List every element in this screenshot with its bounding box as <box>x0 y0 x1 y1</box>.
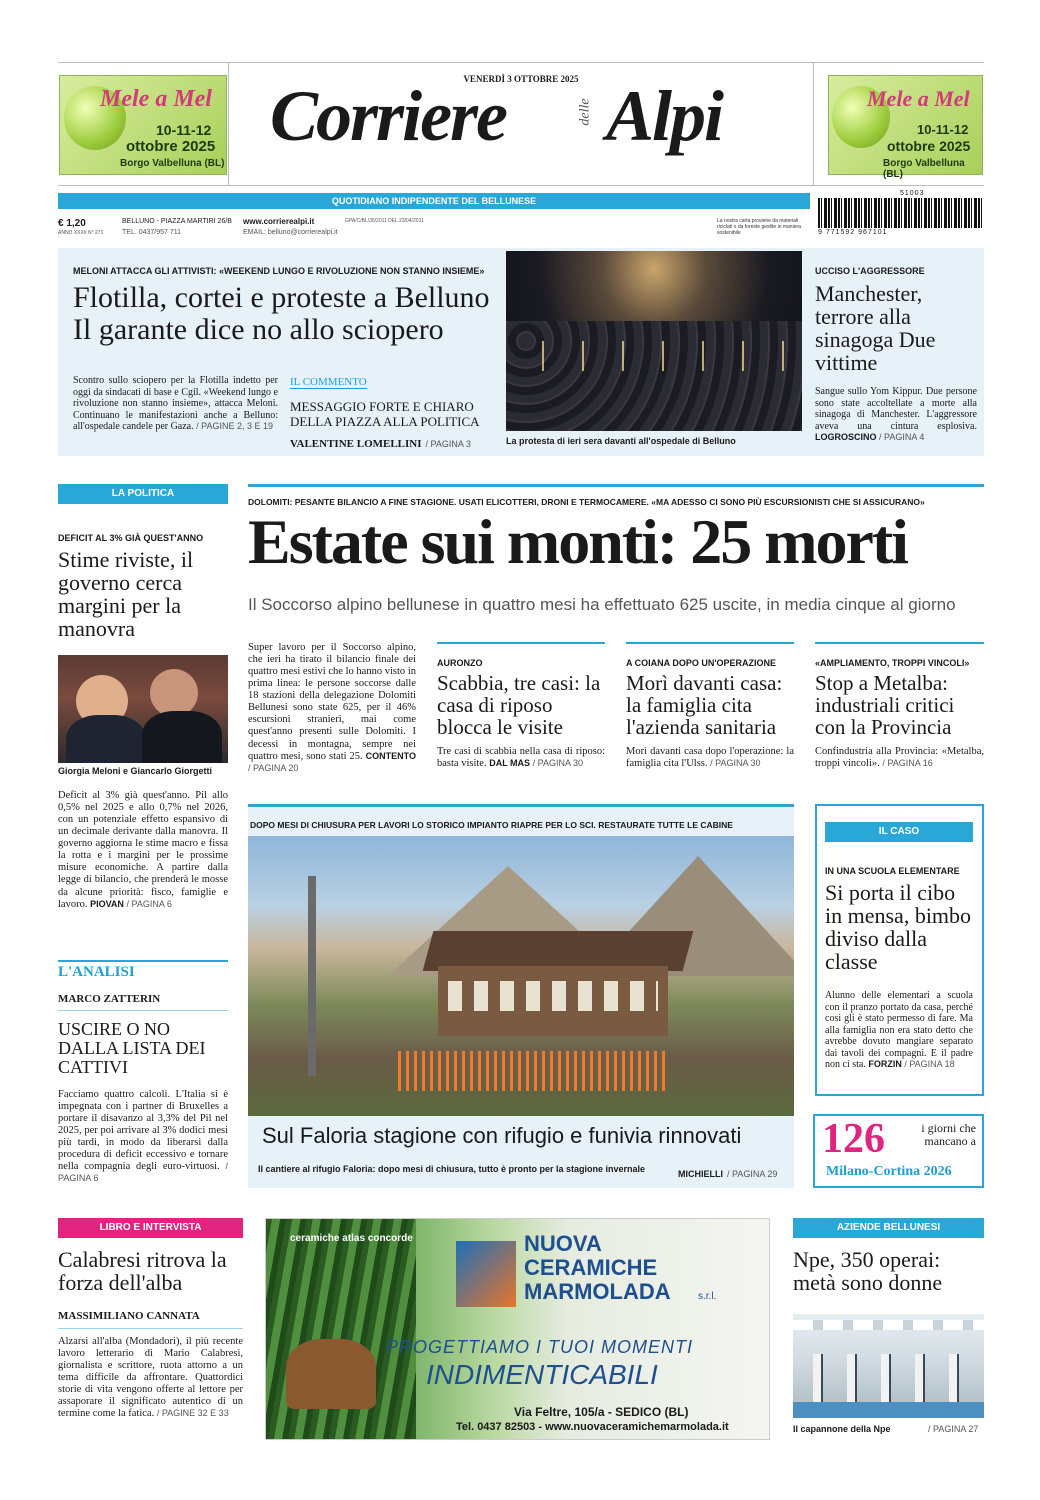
ad-name-3: MARMOLADA <box>524 1279 671 1304</box>
article-rule <box>626 642 794 644</box>
libro-body: Alzarsi all'alba (Mondadori), il più recente lavoro letterario di Mario Calabresi, giornalista e scrittore, ruota attorno a un tema difficile da affrontare. Quattordici storie di vita vengono offerte al lettore per assaporare il significato autentico di un termine come la fatica. / PAGINE 32 E 33 <box>58 1336 243 1420</box>
caso-body: Alunno delle elementari a scuola con il pranzo portato da casa, perché così gli è stato permesso di fare. Ma alla famiglia non era stato detto che avrebbe dovuto mangiare separato dai tavoli dei compagni. E il padre non ci sta. FORZIN / PAGINA 18 <box>825 990 973 1070</box>
politica-tab[interactable]: LA POLITICA <box>58 484 228 504</box>
ad-srl: s.r.l. <box>698 1291 717 1302</box>
person-shape <box>150 669 198 717</box>
article-coiana[interactable] <box>626 642 794 770</box>
promo-dates: 10-11-12 <box>917 122 969 137</box>
orange-fence <box>398 1051 668 1091</box>
article-kicker: AURONZO <box>437 658 483 668</box>
faloria-headline[interactable]: Sul Faloria stagione con rifugio e funivia rinnovati <box>262 1123 742 1148</box>
article-headline[interactable]: Morì davanti casa: la famiglia cita l'azienda sanitaria <box>626 671 783 740</box>
manchester-body: Sangue sullo Yom Kippur. Due persone sono state accoltellate a morte alla sinagoga di Manchester. L'aggressore aveva una cintura esplosiva. LOGROSCINO / PAGINA 4 <box>815 386 977 442</box>
libro-divider <box>58 1328 243 1329</box>
article-rule <box>815 642 984 644</box>
protest-photo[interactable] <box>506 251 802 431</box>
top-story-headline-2[interactable]: Il garante dice no allo sciopero <box>73 313 444 346</box>
ad-brand-top: ceramiche atlas concorde <box>290 1233 413 1244</box>
article-kicker: «AMPLIAMENTO, TROPPI VINCOLI» <box>815 658 970 668</box>
faloria-photo[interactable] <box>248 836 794 1116</box>
promo-box-left[interactable] <box>59 75 227 175</box>
countdown-event: Milano-Cortina 2026 <box>826 1164 952 1179</box>
npe-page: / PAGINA 27 <box>928 1424 979 1434</box>
analisi-body: Facciamo quattro calcoli. L'Italia si è impegnata con i partner di Bruxelles a portare il disavanzo al 3,3% del Pil nel 2025, per poi arrivare al 3% dodici mesi più tardi, in modo da liberarsi dalla procedura di deficit eccessivo e tornare nella compagnia degli euro-virtuosi. / PAGINA 6 <box>58 1089 228 1184</box>
ad-name-2: CERAMICHE <box>524 1255 658 1280</box>
comment-title[interactable]: MESSAGGIO FORTE E CHIARO DELLA PIAZZA ALLA POLITICA <box>290 399 480 429</box>
manchester-headline[interactable]: Manchester, terrore alla sinagoga Due vittime <box>815 281 936 376</box>
top-story-body: Scontro sullo sciopero per la Flotilla indetto per oggi da sindacati di base e Cgil. «Weekend lungo e rivoluzione non stanno insieme», attacca Meloni. Continuano le manifestazioni anche a Belluno: all'ospedale candele per Gaza. / PAGINE 2, 3 E 19 <box>73 375 278 432</box>
countdown-number: 126 <box>822 1116 885 1162</box>
promo-title: Mele a Mel <box>100 86 212 112</box>
masthead-divider-right <box>813 62 814 186</box>
postal-info: GPA/C/BL/35/2011 DEL 23/04/2011 <box>345 218 424 224</box>
promo-dates: 10-11-12 <box>156 122 212 138</box>
article-body: Confindustria alla Provincia: «Metalba, troppi vincoli». / PAGINA 16 <box>815 746 984 770</box>
aziende-headline[interactable]: Npe, 350 operai: metà sono donne <box>793 1247 943 1296</box>
faloria-byline: MICHIELLI / PAGINA 29 <box>678 1169 778 1179</box>
building-windows <box>448 981 658 1011</box>
building-roof <box>423 931 694 971</box>
comment-byline: VALENTINE LOMELLINI / PAGINA 3 <box>290 438 471 450</box>
main-kicker: DOLOMITI: PESANTE BILANCIO A FINE STAGIONE. USATI ELICOTTERI, DRONI E TERMOCAMERE. «MA ADESSO CI SONO PIÙ ESCURSIONISTI CHE SI ASSICURANO» <box>248 497 925 507</box>
politica-body: Deficit al 3% già quest'anno. Pil allo 0,5% nel 2025 e allo 0,7% nel 2026, con un potenziale effetto espansivo di un decimale derivante dalla manovra. Il governo aggiorna le stime macro e fissa la rotta e i margini per le prossime misure economiche. A partire dalla legge di bilancio, che prenderà le mosse da alcune priorità: fisco, famiglie e lavoro. PIOVAN / PAGINA 6 <box>58 790 228 910</box>
article-body: Morì davanti casa dopo l'operazione: la famiglia cita l'Ulss. / PAGINA 30 <box>626 746 794 770</box>
promo-place: Borgo Valbelluna (BL) <box>120 158 225 169</box>
factory-lights <box>793 1320 984 1330</box>
article-headline[interactable]: Stop a Metalba: industriali critici con la Provincia <box>815 671 955 740</box>
main-body: Super lavoro per il Soccorso alpino, che ieri ha tirato il bilancio finale dei quattro mesi estivi che lo hanno visto in prima linea: le persone soccorse dalle 18 stazioni della delegazione Dolomiti Bellunesi sono state 625, per il 46% escursioni stranieri, mai come quest'anno presenti sulle Dolomiti. I decessi in montagna, sempre nei quattro mesi, sono stati 25. CONTENTO / PAGINA 20 <box>248 642 416 773</box>
address-line2: TEL. 0437/957 711 <box>122 229 182 236</box>
npe-factory-photo[interactable] <box>793 1314 984 1418</box>
ad-address: Via Feltre, 105/a - SEDICO (BL) <box>514 1405 689 1419</box>
logo-word-corriere: Corriere <box>270 76 506 156</box>
libro-author: MASSIMILIANO CANNATA <box>58 1310 200 1322</box>
ad-name-1: NUOVA <box>524 1231 602 1256</box>
caso-tab[interactable]: IL CASO <box>825 822 973 842</box>
ad-slogan-1: PROGETTIAMO I TUOI MOMENTI <box>386 1337 693 1357</box>
analisi-divider <box>58 1010 228 1011</box>
libro-tab[interactable]: LIBRO E INTERVISTA <box>58 1218 243 1238</box>
meloni-photo-caption: Giorgia Meloni e Giancarlo Giorgetti <box>58 766 213 776</box>
main-headline[interactable]: Estate sui monti: 25 morti <box>248 506 908 577</box>
meloni-photo[interactable] <box>58 655 228 763</box>
analisi-label: L'ANALISI <box>58 964 135 980</box>
article-headline[interactable]: Scabbia, tre casi: la casa di riposo blocca le visite <box>437 671 601 740</box>
factory-floor <box>793 1402 984 1418</box>
countdown-text: i giorni che mancano a <box>921 1121 976 1148</box>
wooden-table <box>286 1339 376 1409</box>
caso-headline[interactable]: Si porta il cibo in mensa, bimbo diviso dalla classe <box>825 880 972 975</box>
top-story-kicker: MELONI ATTACCA GLI ATTIVISTI: «WEEKEND LUNGO E RIVOLUZIONE NON STANNO INSIEME» <box>73 266 485 276</box>
faloria-caption: Il cantiere al rifugio Faloria: dopo mesi di chiusura, tutto è pronto per la stagione invernale <box>258 1164 646 1174</box>
protest-photo-caption: La protesta di ieri sera davanti all'ospedale di Belluno <box>506 436 736 446</box>
issue-date: VENERDÌ 3 OTTOBRE 2025 <box>463 74 579 84</box>
barcode-top-number: 51003 <box>900 190 925 197</box>
promo-box-right[interactable] <box>828 75 983 180</box>
article-metalba[interactable] <box>815 642 984 770</box>
price: € 1,20 <box>58 218 86 229</box>
ad-contact[interactable]: Tel. 0437 82503 - www.nuovaceramichemarmolada.it <box>456 1421 729 1433</box>
advertisement[interactable] <box>265 1218 770 1440</box>
politica-kicker: DEFICIT AL 3% GIÀ QUEST'ANNO <box>58 533 204 543</box>
crowd-shape <box>506 321 802 431</box>
logo-word-alpi: Alpi <box>606 76 723 156</box>
email-link[interactable]: EMAIL: belluno@corrierealpi.it <box>243 229 338 236</box>
article-rule <box>437 642 605 644</box>
address-line1: BELLUNO - PIAZZA MARTIRI 26/B <box>122 218 232 225</box>
aziende-tab[interactable]: AZIENDE BELLUNESI <box>793 1218 984 1238</box>
faloria-kicker: DOPO MESI DI CHIUSURA PER LAVORI LO STORICO IMPIANTO RIAPRE PER LO SCI. RESTAURATE TUTTE LE CABINE <box>250 820 733 830</box>
promo-title: Mele a Mel <box>867 86 970 111</box>
promo-month: ottobre 2025 <box>126 138 216 155</box>
article-body: Tre casi di scabbia nella casa di riposo: basta visite. DAL MAS / PAGINA 30 <box>437 746 605 770</box>
manchester-kicker: UCCISO L'AGGRESSORE <box>815 266 925 276</box>
website-link[interactable]: www.corrierealpi.it <box>243 217 315 226</box>
npe-caption: Il capannone della Npe <box>793 1424 891 1434</box>
issue-number: ANNO XXXII N° 271 <box>58 230 104 236</box>
politica-headline[interactable]: Stime riviste, il governo cerca margini per la manovra <box>58 547 194 642</box>
cable-car-tower <box>308 876 316 1076</box>
tagline-bar: QUOTIDIANO INDIPENDENTE DEL BELLUNESE <box>58 193 810 209</box>
barcode-number: 9 771592 967101 <box>818 229 888 236</box>
comment-label: IL COMMENTO <box>290 376 367 388</box>
promo-month: ottobre 2025 <box>887 138 971 154</box>
candle-lights <box>526 341 786 371</box>
paper-note: La nostra carta proviene da materiali riciclati o da foreste gestite in maniera sostenibile <box>717 218 801 236</box>
promo-place: Borgo Valbelluna (BL) <box>883 158 965 180</box>
ad-slogan-2: INDIMENTICABILI <box>426 1359 658 1390</box>
person-shape <box>142 711 222 763</box>
caso-kicker: IN UNA SCUOLA ELEMENTARE <box>825 866 960 876</box>
libro-headline[interactable]: Calabresi ritrova la forza dell'alba <box>58 1247 227 1296</box>
top-story-headline-1[interactable]: Flotilla, cortei e proteste a Belluno <box>73 281 490 314</box>
article-kicker: A COIANA DOPO UN'OPERAZIONE <box>626 658 776 668</box>
workers <box>803 1354 973 1404</box>
logo-word-delle: delle <box>577 98 593 126</box>
article-auronzo[interactable] <box>437 642 605 770</box>
analisi-headline[interactable]: USCIRE O NO DALLA LISTA DEI CATTIVI <box>58 1019 206 1077</box>
main-top-rule <box>248 484 984 487</box>
analisi-rule <box>58 960 228 962</box>
faloria-top-rule <box>248 804 794 807</box>
logo-m-shape <box>456 1241 516 1307</box>
barcode <box>818 198 984 228</box>
person-shape <box>66 715 146 763</box>
analisi-author: MARCO ZATTERIN <box>58 993 161 1005</box>
main-subhead: Il Soccorso alpino bellunese in quattro mesi ha effettuato 625 uscite, in media cinque al giorno <box>248 595 956 614</box>
